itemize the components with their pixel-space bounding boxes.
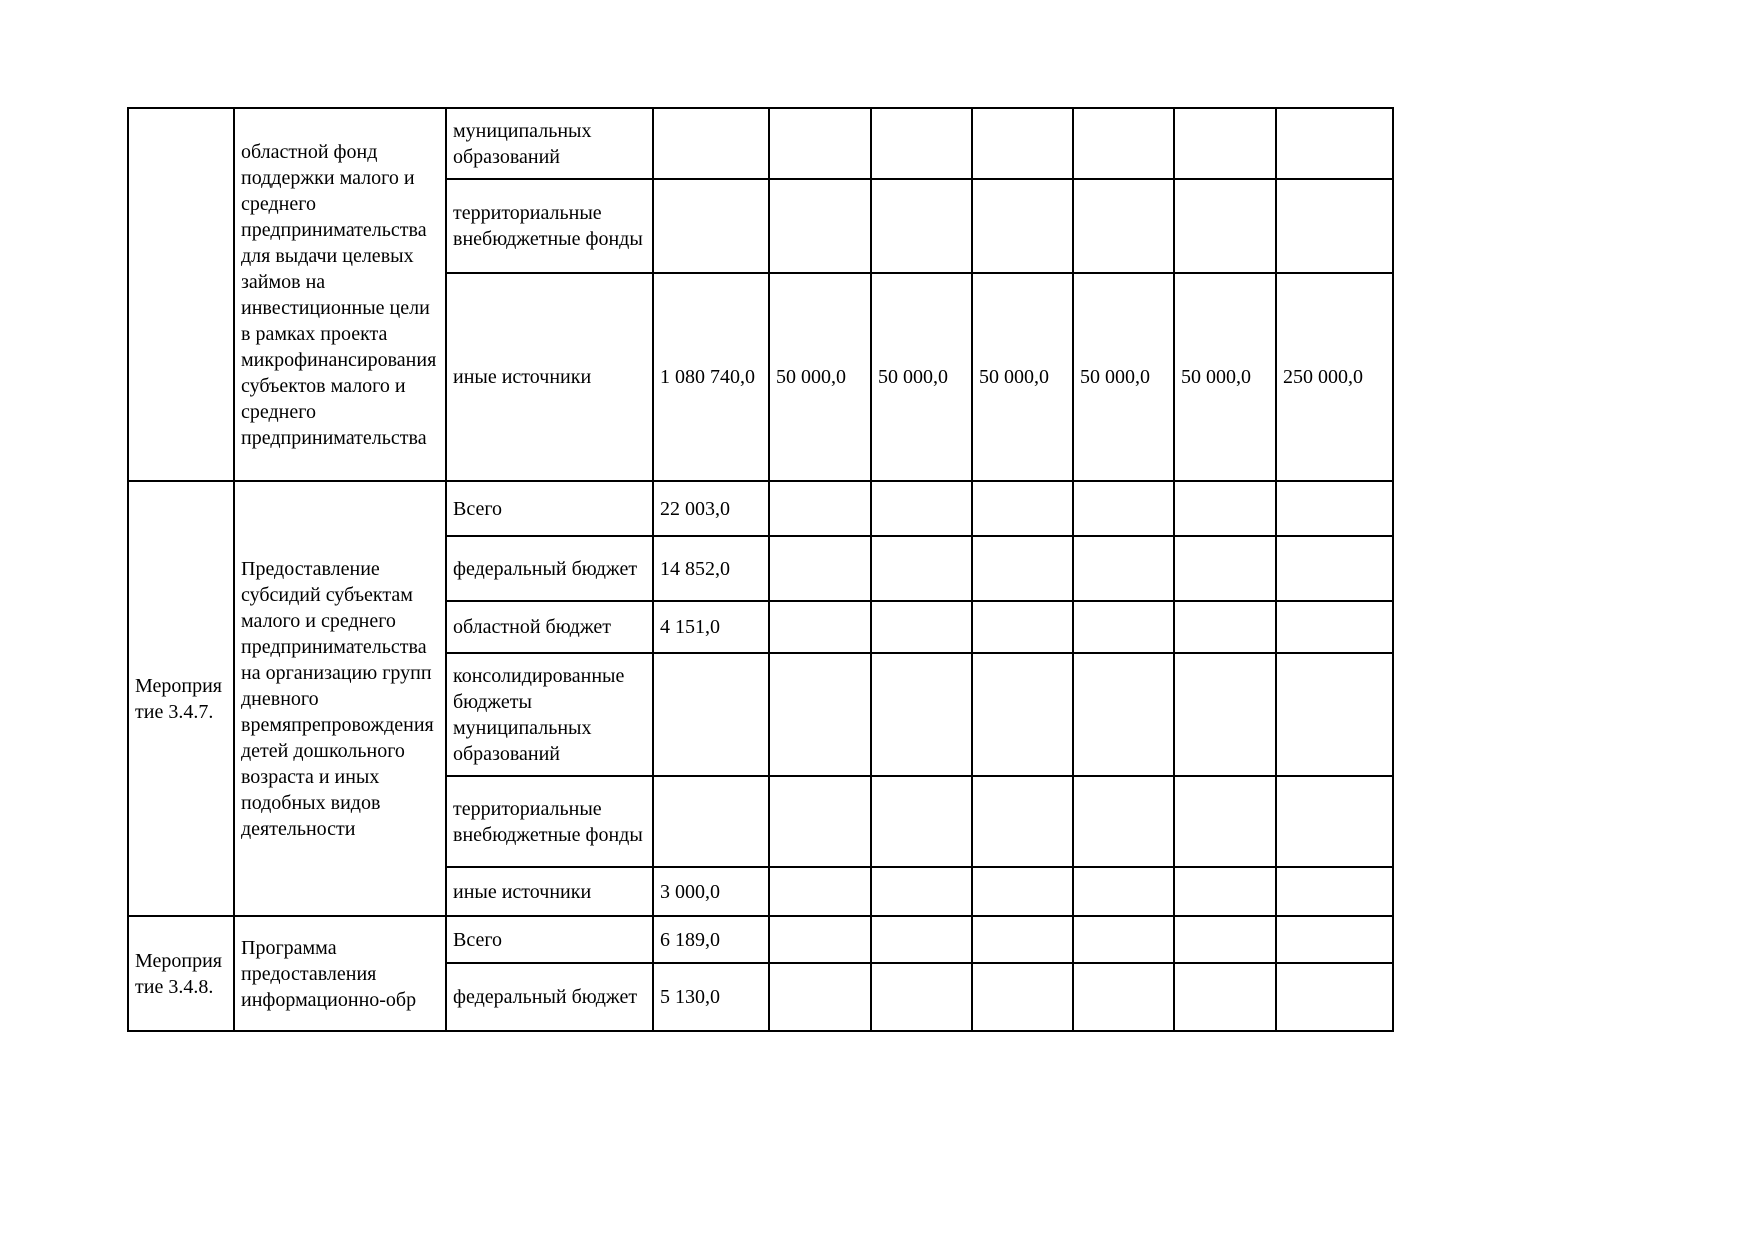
value-cell <box>1073 601 1174 653</box>
value-cell <box>1276 601 1393 653</box>
source-cell: иные источники <box>446 867 653 916</box>
source-cell: консолидированные бюджеты муниципальных образований <box>446 653 653 776</box>
source-cell: Всего <box>446 916 653 963</box>
value-cell <box>972 963 1073 1031</box>
value-cell: 5 130,0 <box>653 963 769 1031</box>
value-cell <box>653 653 769 776</box>
table-row <box>128 916 1393 963</box>
value-cell: 50 000,0 <box>769 273 871 481</box>
value-cell: 6 189,0 <box>653 916 769 963</box>
source-cell: федеральный бюджет <box>446 536 653 601</box>
value-cell <box>1174 481 1276 536</box>
value-cell <box>769 653 871 776</box>
item-cell: Мероприятие 3.4.7. <box>128 481 234 916</box>
value-cell <box>871 867 972 916</box>
description-cell: областной фонд поддержки малого и среднего предпринимательства для выдачи целевых займов на инвестиционные цели в рамках проекта микрофинансирования субъектов малого и среднего предпринимательства <box>234 108 446 481</box>
value-cell <box>871 776 972 867</box>
value-cell <box>972 536 1073 601</box>
value-cell <box>1174 653 1276 776</box>
value-cell <box>1073 108 1174 179</box>
value-cell <box>769 963 871 1031</box>
value-cell: 50 000,0 <box>972 273 1073 481</box>
source-cell: территориальные внебюджетные фонды <box>446 179 653 273</box>
source-cell: областной бюджет <box>446 601 653 653</box>
value-cell <box>972 601 1073 653</box>
value-cell <box>769 601 871 653</box>
value-cell <box>769 179 871 273</box>
value-cell <box>1073 916 1174 963</box>
table-row <box>128 108 1393 179</box>
value-cell <box>972 653 1073 776</box>
value-cell <box>871 653 972 776</box>
value-cell <box>1276 916 1393 963</box>
value-cell: 4 151,0 <box>653 601 769 653</box>
value-cell <box>1276 776 1393 867</box>
value-cell <box>871 963 972 1031</box>
value-cell: 1 080 740,0 <box>653 273 769 481</box>
description-cell: Предоставление субсидий субъектам малого и среднего предпринимательства на организацию групп дневного времяпрепровождения детей дошкольного возраста и иных подобных видов деятельности <box>234 481 446 916</box>
value-cell <box>972 108 1073 179</box>
value-cell <box>1174 776 1276 867</box>
value-cell <box>972 179 1073 273</box>
value-cell <box>653 108 769 179</box>
value-cell <box>871 179 972 273</box>
value-cell <box>769 867 871 916</box>
value-cell <box>769 916 871 963</box>
value-cell <box>1276 536 1393 601</box>
budget-table <box>127 107 1394 1032</box>
value-cell <box>1276 179 1393 273</box>
table-row <box>128 481 1393 536</box>
value-cell <box>769 536 871 601</box>
value-cell: 14 852,0 <box>653 536 769 601</box>
value-cell <box>769 776 871 867</box>
value-cell <box>871 108 972 179</box>
source-cell: федеральный бюджет <box>446 963 653 1031</box>
source-cell: Всего <box>446 481 653 536</box>
value-cell <box>1276 481 1393 536</box>
value-cell <box>1073 536 1174 601</box>
value-cell <box>871 481 972 536</box>
description-cell: Программа предоставления информационно-обр <box>234 916 446 1031</box>
value-cell <box>972 867 1073 916</box>
value-cell: 22 003,0 <box>653 481 769 536</box>
source-cell: муниципальных образований <box>446 108 653 179</box>
value-cell <box>1073 963 1174 1031</box>
value-cell <box>1174 179 1276 273</box>
value-cell <box>871 601 972 653</box>
value-cell <box>653 776 769 867</box>
source-cell: иные источники <box>446 273 653 481</box>
value-cell <box>1174 916 1276 963</box>
value-cell: 50 000,0 <box>1073 273 1174 481</box>
value-cell: 50 000,0 <box>1174 273 1276 481</box>
value-cell: 3 000,0 <box>653 867 769 916</box>
value-cell <box>1073 179 1174 273</box>
value-cell <box>972 916 1073 963</box>
value-cell <box>1073 776 1174 867</box>
value-cell <box>1174 108 1276 179</box>
value-cell <box>1276 653 1393 776</box>
value-cell <box>769 108 871 179</box>
value-cell <box>1073 653 1174 776</box>
value-cell: 50 000,0 <box>871 273 972 481</box>
value-cell <box>1174 963 1276 1031</box>
value-cell <box>871 536 972 601</box>
value-cell <box>1073 481 1174 536</box>
value-cell <box>1276 867 1393 916</box>
value-cell <box>1073 867 1174 916</box>
item-cell <box>128 108 234 481</box>
value-cell <box>1276 963 1393 1031</box>
value-cell <box>1174 601 1276 653</box>
item-cell: Мероприятие 3.4.8. <box>128 916 234 1031</box>
value-cell <box>769 481 871 536</box>
value-cell <box>972 776 1073 867</box>
source-cell: территориальные внебюджетные фонды <box>446 776 653 867</box>
value-cell <box>972 481 1073 536</box>
value-cell <box>653 179 769 273</box>
value-cell <box>1276 108 1393 179</box>
value-cell <box>1174 867 1276 916</box>
value-cell: 250 000,0 <box>1276 273 1393 481</box>
value-cell <box>1174 536 1276 601</box>
value-cell <box>871 916 972 963</box>
